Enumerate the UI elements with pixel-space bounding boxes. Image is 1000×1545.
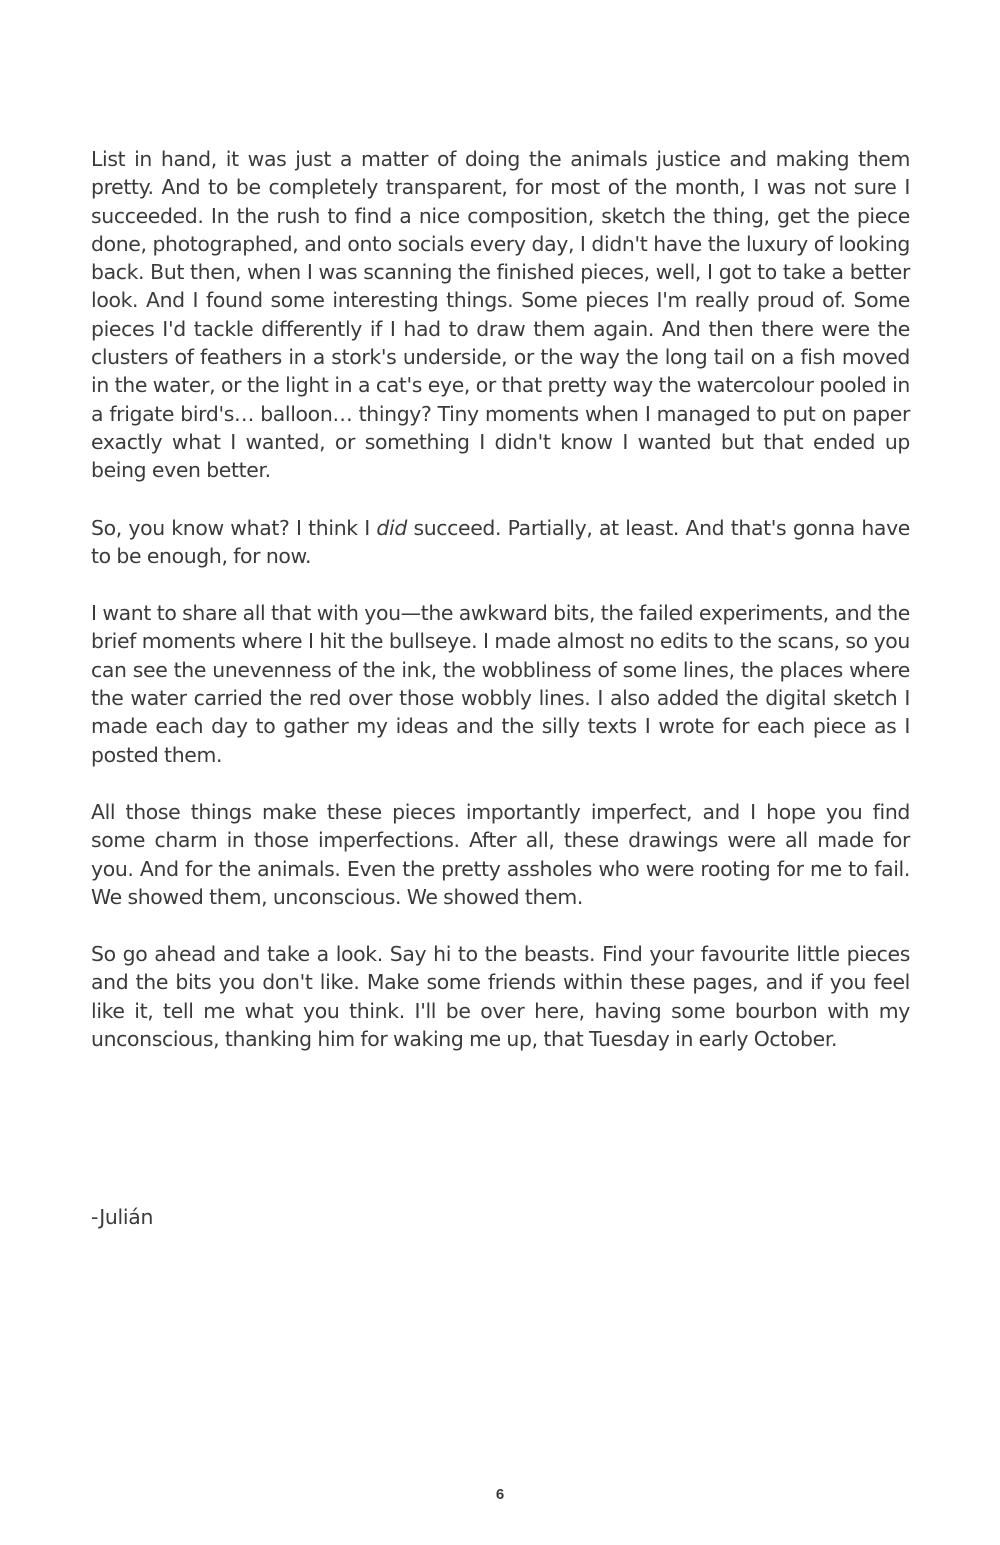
page-body xyxy=(91,145,910,1082)
paragraph-2-emphasis: did xyxy=(376,515,407,540)
paragraph-2 xyxy=(91,514,910,571)
paragraph-2-before: So, you know what? I think I xyxy=(91,515,377,540)
paragraph-3: I want to share all that with you—the awkward bits, the failed experiments, and the brief moments where I hit the bullseye. I made almost no edits to the scans, so you can see the unevenness of the ink, the wobbliness of some lines, the places where the water carried the red over those wobbly lines. I also added the digital sketch I made each day to gather my ideas and the silly texts I wrote for each piece as I posted them. xyxy=(91,601,910,767)
paragraph-2-after: succeed. Partially, at least. And that's gonna have to be enough, for now. xyxy=(91,515,910,568)
page-number: 6 xyxy=(495,1486,505,1503)
paragraph-4: All those things make these pieces importantly imperfect, and I hope you find some charm in those imperfections. After all, these drawings were all made for you. And for the animals. Even the pretty assholes who were rooting for me to fail. We showed them, unconscious. We showed them. xyxy=(91,799,910,909)
paragraph-5: So go ahead and take a look. Say hi to the beasts. Find your favourite little pieces and the bits you don't like. Make some friends within these pages, and if you feel like it, tell me what you think. I'll be over here, having some bourbon with my unconscious, thanking him for waking me up, that Tuesday in early October. xyxy=(91,942,910,1052)
paragraph-1: List in hand, it was just a matter of doing the animals justice and making them pretty. And to be completely transparent, for most of the month, I was not sure I succeeded. In the rush to find a nice composition, sketch the thing, get the piece done, photographed, and onto socials every day, I didn't have the luxury of looking back. But then, when I was scanning the finished pieces, well, I got to take a better look. And I found some interesting things. Some pieces I'm really proud of. Some pieces I'd tackle differently if I had to draw them again. And then there were the clusters of feathers in a stork's underside, or the way the long tail on a fish moved in the water, or the light in a cat's eye, or that pretty way the watercolour pooled in a frigate bird's… balloon… thingy? Tiny moments when I managed to put on paper exactly what I wanted, or something I didn't know I wanted but that ended up being even better. xyxy=(91,147,910,483)
signature: -Julián xyxy=(91,1205,154,1229)
